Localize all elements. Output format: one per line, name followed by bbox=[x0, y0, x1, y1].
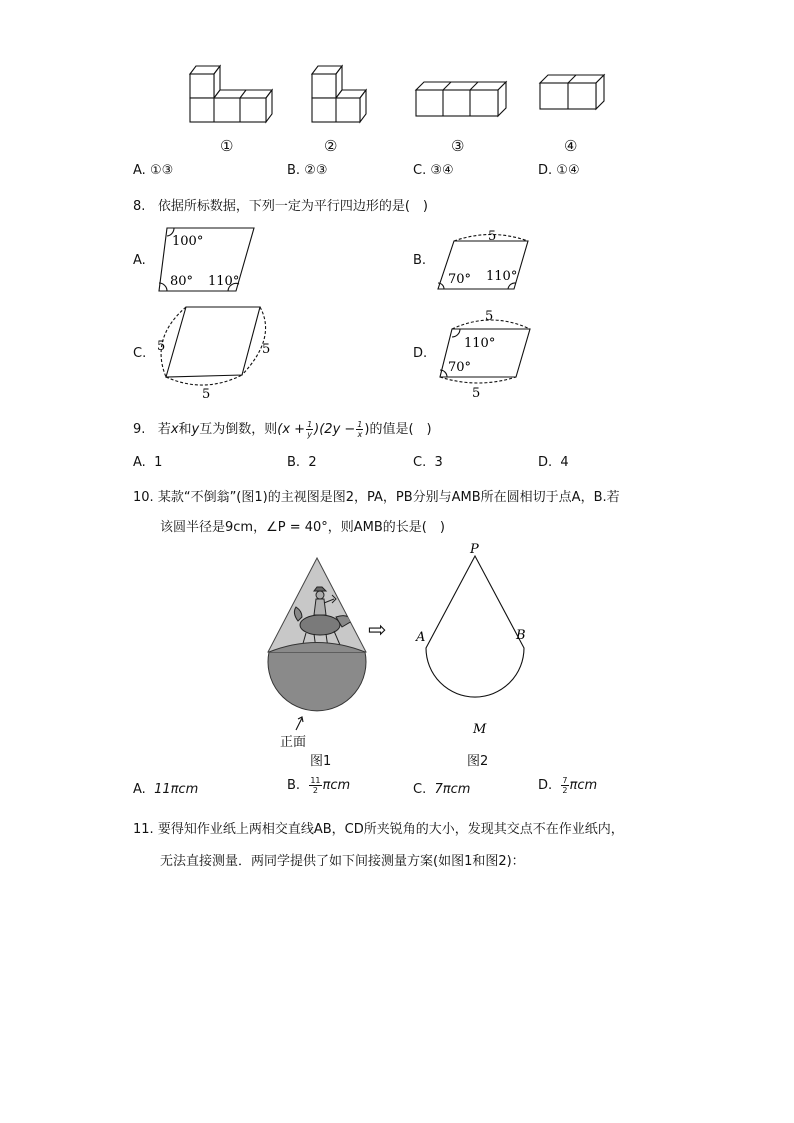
question-text: 互为倒数，则 bbox=[199, 422, 278, 437]
q10-teardrop-figure bbox=[410, 538, 540, 738]
side-label-bottom: 5 bbox=[472, 386, 481, 401]
fraction-den: x bbox=[357, 430, 363, 439]
fraction-den: 2 bbox=[312, 786, 318, 795]
q7-option-a bbox=[133, 163, 173, 178]
expression-open: (x + bbox=[277, 422, 306, 437]
option-letter: A. bbox=[133, 163, 146, 178]
option-letter: C. bbox=[413, 163, 427, 178]
option-text: ③④ bbox=[430, 163, 454, 178]
q11-line-1 bbox=[133, 818, 624, 837]
option-fraction bbox=[561, 776, 568, 795]
option-letter: B. bbox=[287, 163, 301, 178]
option-fraction bbox=[309, 776, 321, 795]
q7-figure-3 bbox=[414, 80, 514, 120]
q10-line-1 bbox=[133, 486, 620, 505]
option-letter: C. bbox=[413, 782, 427, 797]
expression-mid: )(2y − bbox=[314, 422, 356, 437]
q8-figure-c bbox=[152, 298, 282, 403]
option-text: 4 bbox=[560, 455, 569, 470]
fraction-den: y bbox=[307, 430, 312, 439]
option-text: πcm bbox=[322, 778, 351, 793]
side-label-right: 5 bbox=[262, 342, 271, 357]
q7-figure-label-1: ① bbox=[220, 137, 234, 155]
front-arrow-icon bbox=[296, 717, 303, 730]
option-text: 7πcm bbox=[434, 782, 471, 797]
side-label-top: 5 bbox=[485, 309, 494, 324]
q7-option-c bbox=[413, 163, 454, 178]
q10-option-c bbox=[413, 782, 470, 797]
option-letter: C. bbox=[413, 455, 427, 470]
q8-option-a-letter: A. bbox=[133, 253, 146, 268]
option-text: 2 bbox=[308, 455, 317, 470]
q10-figure1-caption: 图1 bbox=[310, 754, 332, 769]
fraction-num: 1 bbox=[357, 420, 363, 429]
option-text: ①③ bbox=[149, 163, 174, 178]
var-x: x bbox=[170, 422, 179, 437]
q9-option-d bbox=[538, 455, 569, 470]
angle-label-bottom-right: 110° bbox=[208, 274, 240, 289]
q9-option-b bbox=[287, 455, 317, 470]
option-text: ①④ bbox=[556, 163, 580, 178]
fraction-den: 2 bbox=[562, 786, 568, 795]
q7-option-d bbox=[538, 163, 580, 178]
q8-figure-d bbox=[430, 305, 540, 400]
option-text: 1 bbox=[154, 455, 163, 470]
question-text: 的值是( ) bbox=[369, 422, 432, 437]
question-text: 依据所标数据，下列一定为平行四边形的是( ) bbox=[157, 199, 428, 214]
q8-option-b-letter: B. bbox=[413, 253, 427, 268]
option-text: 3 bbox=[434, 455, 443, 470]
question-number: 10. bbox=[133, 490, 154, 505]
point-label-m: M bbox=[473, 722, 487, 737]
angle-label-bottom-right: 110° bbox=[486, 269, 518, 284]
q10-figure2-caption: 图2 bbox=[467, 754, 489, 769]
q8-figure-a bbox=[150, 222, 270, 297]
point-label-a: A bbox=[416, 630, 426, 645]
question-text: 和 bbox=[178, 422, 192, 437]
tumbler-base bbox=[268, 643, 366, 711]
angle-label-bottom-left: 70° bbox=[448, 360, 472, 375]
q9-option-c bbox=[413, 455, 443, 470]
question-number: 9. bbox=[133, 422, 146, 437]
angle-label-bottom-left: 80° bbox=[170, 274, 194, 289]
option-letter: A. bbox=[133, 455, 146, 470]
q8-figure-b bbox=[430, 226, 540, 296]
fraction-num: 11 bbox=[310, 776, 321, 785]
fraction-num: 1 bbox=[307, 420, 313, 429]
question-text: 要得知作业纸上两相交直线AB，CD所夹锐角的大小，发现其交点不在作业纸内， bbox=[157, 822, 624, 837]
q7-figure-label-3: ③ bbox=[451, 137, 465, 155]
option-text: πcm bbox=[569, 778, 598, 793]
q10-option-b bbox=[287, 776, 350, 795]
q10-tumbler-figure bbox=[262, 555, 377, 755]
option-text: 11πcm bbox=[154, 782, 199, 797]
question-text: 若 bbox=[157, 422, 171, 437]
q11-line-2: 无法直接测量．两同学提供了如下间接测量方案(如图1和图2)： bbox=[160, 854, 525, 869]
angle-label-bottom-left: 70° bbox=[448, 272, 472, 287]
q7-figure-4 bbox=[538, 73, 610, 113]
fraction-2 bbox=[356, 420, 363, 439]
q8-stem bbox=[133, 195, 428, 214]
option-letter: D. bbox=[538, 455, 553, 470]
q9-option-a bbox=[133, 455, 162, 470]
fraction-num: 7 bbox=[562, 776, 568, 785]
var-y: y bbox=[191, 422, 200, 437]
q10-option-d bbox=[538, 776, 597, 795]
q7-figure-label-4: ④ bbox=[564, 137, 578, 155]
question-text: 某款“不倒翁”(图1)的主视图是图2，PA，PB分别与AMB所在圆相切于点A，B.若 bbox=[157, 490, 620, 505]
q8-option-d-letter: D. bbox=[413, 346, 428, 361]
option-letter: D. bbox=[538, 778, 553, 793]
question-number: 11. bbox=[133, 822, 154, 837]
angle-label-top: 100° bbox=[172, 234, 204, 249]
side-label-bottom: 5 bbox=[202, 387, 211, 402]
fraction-1 bbox=[306, 420, 313, 439]
option-letter: B. bbox=[287, 778, 301, 793]
point-label-p: P bbox=[470, 542, 479, 557]
q10-line-2: 该圆半径是9cm，∠P = 40°，则AMB的长是( ) bbox=[160, 520, 445, 535]
q7-figure-1 bbox=[186, 62, 286, 126]
q7-figure-2 bbox=[310, 62, 390, 126]
q10-front-label: 正面 bbox=[280, 735, 307, 750]
option-letter: B. bbox=[287, 455, 301, 470]
q7-figure-label-2: ② bbox=[324, 137, 338, 155]
option-letter: A. bbox=[133, 782, 146, 797]
question-number: 8. bbox=[133, 199, 146, 214]
side-label-left: 5 bbox=[157, 339, 166, 354]
point-label-b: B bbox=[516, 628, 526, 643]
right-arrow-icon: ⇨ bbox=[368, 618, 387, 643]
expression-close: ) bbox=[364, 422, 370, 437]
option-letter: D. bbox=[538, 163, 553, 178]
side-label-top: 5 bbox=[488, 229, 497, 244]
q9-stem bbox=[133, 418, 432, 439]
q10-option-a bbox=[133, 782, 198, 797]
q8-option-c-letter: C. bbox=[133, 346, 147, 361]
option-text: ②③ bbox=[304, 163, 328, 178]
q7-option-b bbox=[287, 163, 328, 178]
angle-label-top-left: 110° bbox=[464, 336, 496, 351]
